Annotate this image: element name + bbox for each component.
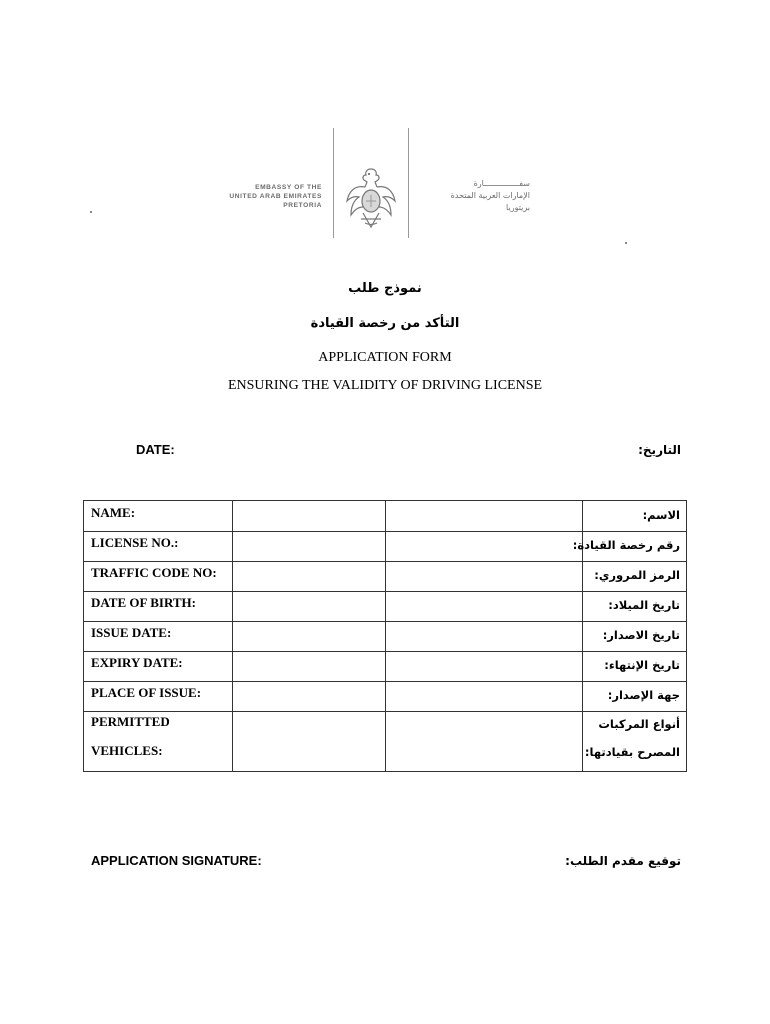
permitted-vehicles-input[interactable]: [233, 712, 582, 771]
signature-label: APPLICATION SIGNATURE:: [91, 853, 262, 868]
embassy-name-arabic: [420, 178, 530, 214]
place-of-issue-input[interactable]: [233, 682, 582, 711]
expiry-date-input[interactable]: [233, 652, 582, 681]
scan-speck: [625, 242, 627, 244]
traffic-code-label-arabic: الرمز المروري:: [594, 568, 680, 582]
signature-label-arabic: توقيع مقدم الطلب:: [565, 854, 681, 868]
form-subject-arabic: التأكد من رخصة القيادة: [310, 316, 460, 331]
form-title-arabic: نموذج طلب: [348, 281, 422, 296]
permitted-vehicles-label-line2: VEHICLES:: [91, 743, 163, 758]
date-of-birth-label: DATE OF BIRTH:: [91, 595, 196, 610]
name-input-cell[interactable]: [233, 501, 385, 531]
scan-speck: [90, 211, 92, 213]
uae-falcon-emblem-icon: [343, 165, 399, 231]
license-no-input[interactable]: [233, 532, 582, 561]
license-no-label: LICENSE NO.:: [91, 535, 179, 550]
issue-date-input[interactable]: [233, 622, 582, 651]
issue-date-label-arabic: تاريخ الاصدار:: [602, 628, 680, 642]
embassy-name-english: [222, 183, 322, 210]
embassy-line: UNITED ARAB EMIRATES: [229, 193, 322, 200]
name-label: NAME:: [91, 505, 136, 520]
permitted-vehicles-label-arabic-line1: أنواع المركبات: [598, 717, 680, 731]
traffic-code-label: TRAFFIC CODE NO:: [91, 565, 217, 580]
header-divider-right: [408, 128, 409, 238]
embassy-line: سفـــــــــــــــارة: [473, 179, 530, 188]
embassy-line: الإمارات العربية المتحدة: [450, 191, 530, 200]
place-of-issue-label: PLACE OF ISSUE:: [91, 685, 202, 700]
header-divider-left: [333, 128, 334, 238]
permitted-vehicles-label-arabic-line2: المصرح بقيادتها:: [584, 745, 680, 759]
place-of-issue-label-arabic: جهة الإصدار:: [607, 688, 680, 702]
license-no-label-arabic: رقم رخصة القيادة:: [572, 538, 680, 552]
date-of-birth-input[interactable]: [233, 592, 582, 621]
embassy-line: EMBASSY OF THE: [255, 184, 322, 191]
traffic-code-input[interactable]: [233, 562, 582, 591]
application-form-table: [83, 500, 687, 772]
name-input-cell[interactable]: [386, 501, 582, 531]
permitted-vehicles-label-line1: PERMITTED: [91, 714, 170, 729]
expiry-date-label-arabic: تاريخ الإنتهاء:: [604, 658, 680, 672]
date-of-birth-label-arabic: تاريخ الميلاد:: [608, 598, 680, 612]
form-title-english: APPLICATION FORM: [318, 350, 452, 365]
issue-date-label: ISSUE DATE:: [91, 625, 172, 640]
embassy-line: بريتوريا: [506, 203, 530, 212]
embassy-line: PRETORIA: [283, 202, 322, 209]
date-label: DATE:: [136, 442, 175, 457]
date-label-arabic: التاريخ:: [638, 443, 681, 457]
form-subject-english: ENSURING THE VALIDITY OF DRIVING LICENSE: [227, 378, 543, 393]
expiry-date-label: EXPIRY DATE:: [91, 655, 183, 670]
name-label-arabic: الاسم:: [642, 508, 680, 522]
signature-field[interactable]: [280, 850, 580, 870]
